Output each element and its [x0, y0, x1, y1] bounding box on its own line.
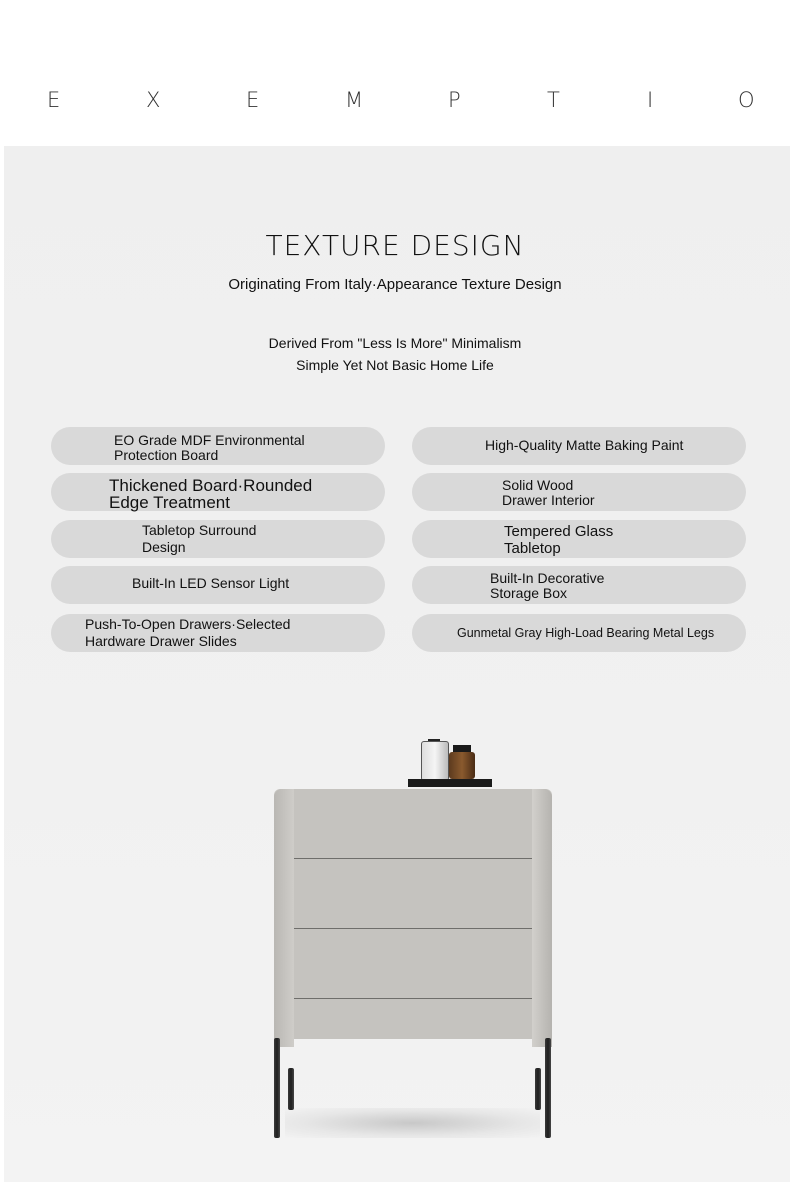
brand-letter: O [738, 88, 755, 112]
brand-letter: I [647, 88, 654, 112]
brand-header [0, 0, 790, 146]
cabinet-leg [288, 1068, 294, 1110]
brand-letter: X [146, 88, 161, 112]
cabinet-leg [545, 1038, 551, 1138]
feature-label: Tempered Glass Tabletop [504, 523, 614, 558]
section-title: TEXTURE DESIGN [265, 229, 525, 262]
perfume-bottle [449, 752, 475, 779]
brand-letter: M [345, 88, 364, 112]
brand-letter: T [547, 88, 560, 112]
cabinet-side-left [274, 789, 294, 1047]
perfume-bottle [421, 741, 449, 781]
cabinet-leg [535, 1068, 541, 1110]
book [408, 779, 492, 787]
description-line-1: Derived From "Less Is More" Minimalism [268, 335, 522, 351]
drawer [294, 789, 532, 859]
drawer [294, 859, 532, 929]
description-line-2: Simple Yet Not Basic Home Life [296, 357, 494, 373]
feature-label: Tabletop Surround Design [142, 522, 257, 555]
cabinet-side-right [532, 789, 552, 1047]
feature-label: Push-To-Open Drawers·Selected Hardware Drawer Slides [85, 616, 291, 649]
feature-label: Built-In LED Sensor Light [132, 575, 290, 591]
feature-label: Built-In Decorative Storage Box [490, 570, 605, 601]
drawer [294, 999, 532, 1039]
drawer [294, 929, 532, 999]
feature-label: Thickened Board·Rounded Edge Treatment [109, 476, 313, 512]
cabinet-leg [274, 1038, 280, 1138]
brand-letter: P [448, 88, 461, 112]
feature-label: Gunmetal Gray High-Load Bearing Metal Legs [457, 626, 715, 640]
feature-label: High-Quality Matte Baking Paint [485, 437, 684, 453]
brand-letter: E [246, 88, 260, 112]
feature-label: Solid Wood Drawer Interior [502, 477, 595, 508]
section-subtitle: Originating From Italy·Appearance Texture Design [228, 276, 562, 293]
floor-shadow [285, 1108, 540, 1138]
feature-label: EO Grade MDF Environmental Protection Board [114, 432, 305, 463]
brand-letter: E [47, 88, 61, 112]
